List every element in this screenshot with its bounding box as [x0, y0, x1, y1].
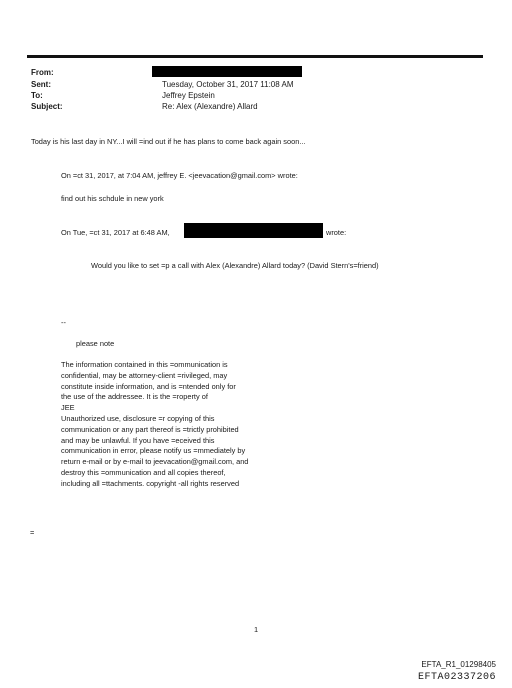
footer-ref-1: EFTA_R1_01298405 — [421, 660, 496, 669]
trailing-equals: = — [30, 528, 35, 537]
subject-label: Subject: — [31, 102, 63, 111]
quote2-header-suffix: wrote: — [326, 228, 347, 237]
disclaimer-line: The information contained in this =ommunication is — [61, 360, 228, 369]
sent-value: Tuesday, October 31, 2017 11:08 AM — [162, 80, 294, 89]
disclaimer-line: return e-mail or by e-mail to jeevacation@gmail.com, and — [61, 457, 249, 467]
quote2-header-prefix: On Tue, =ct 31, 2017 at 6:48 AM, — [61, 228, 170, 237]
disclaimer-line: communication or any part thereof is =trictly prohibited — [61, 424, 239, 434]
page-number: 1 — [254, 625, 259, 634]
disclaimer-line: constitute inside information, and is =ntended only for — [61, 381, 236, 391]
footer-ref-2: EFTA02337206 — [417, 672, 496, 683]
quote1-header: On =ct 31, 2017, at 7:04 AM, jeffrey E. <jeevacation@gmail.com> wrote: — [61, 171, 298, 180]
to-label: To: — [31, 91, 43, 100]
disclaimer-line: JEE — [61, 403, 75, 413]
subject-value: Re: Alex (Alexandre) Allard — [162, 102, 258, 111]
disclaimer-line: and may be unlawful. If you have =eceived this — [61, 435, 215, 445]
please-note: please note — [76, 339, 115, 348]
disclaimer-line: destroy this =ommunication and all copies thereof, — [61, 467, 226, 477]
quote2-text: Would you like to set =p a call with Alex (Alexandre) Allard today? (David Stern's=friend) — [91, 261, 379, 270]
body-line-1: Today is his last day in NY...I will =ind out if he has plans to come back again soon... — [31, 137, 306, 146]
disclaimer-line: the use of the addressee. It is the =roperty of — [61, 392, 208, 402]
disclaimer-line: communication in error, please notify us =mmediately by — [61, 446, 246, 456]
from-label: From: — [31, 68, 54, 77]
quote1-text: find out his schdule in new york — [61, 194, 164, 203]
to-value: Jeffrey Epstein — [162, 91, 215, 100]
sent-label: Sent: — [31, 80, 51, 89]
header-divider — [27, 55, 483, 58]
signature-dash: -- — [61, 318, 66, 327]
sender-redaction — [184, 223, 323, 238]
disclaimer-line: confidential, may be attorney-client =rivileged, may — [61, 370, 228, 380]
disclaimer-line: Unauthorized use, disclosure =r copying of this — [61, 413, 215, 423]
disclaimer-block — [61, 360, 301, 490]
from-redaction — [152, 66, 302, 77]
disclaimer-line: including all =ttachments. copyright -all rights reserved — [61, 478, 240, 488]
